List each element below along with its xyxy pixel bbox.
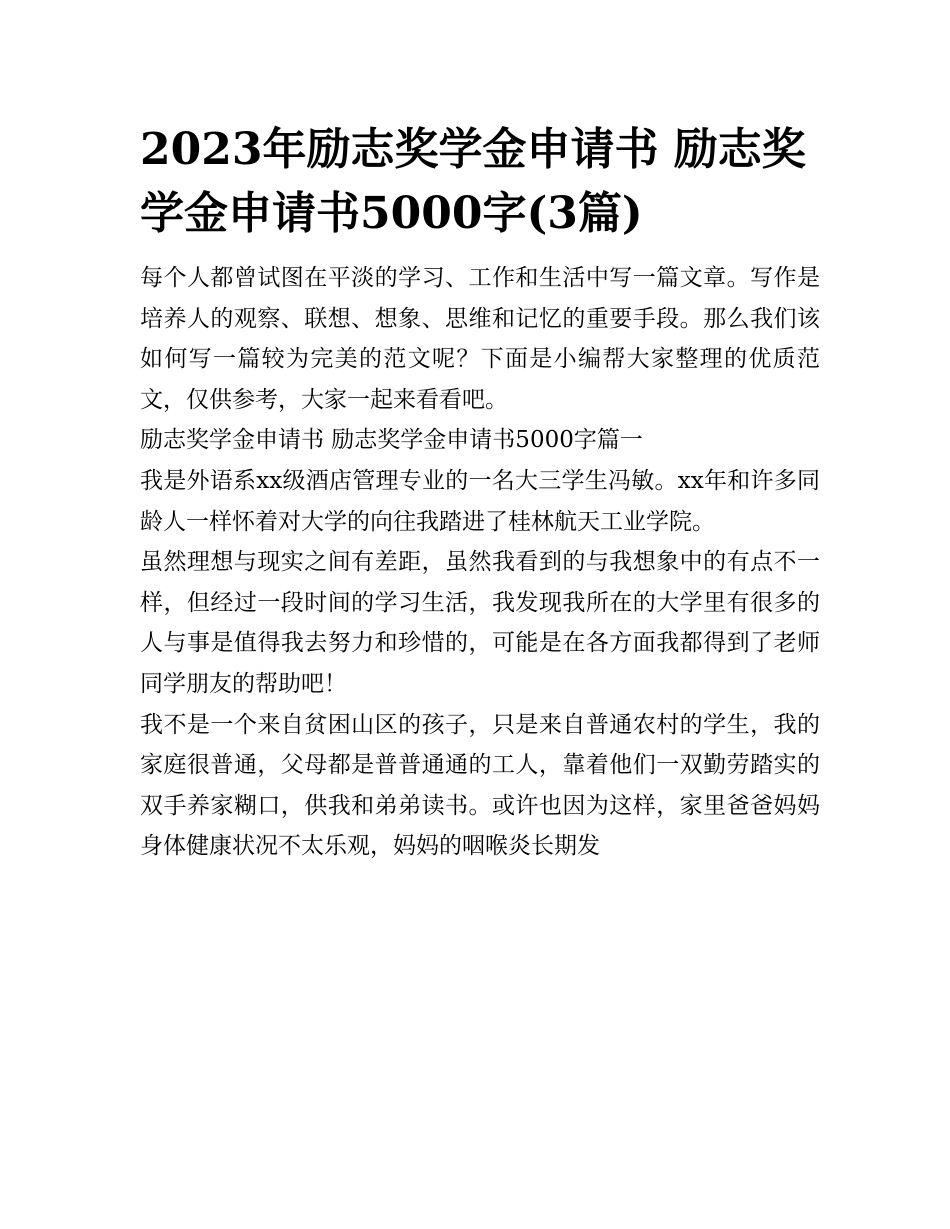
document-title: 2023年励志奖学金申请书 励志奖学金申请书5000字(3篇)	[140, 124, 806, 239]
paragraph-family: 我不是一个来自贫困山区的孩子，只是来自普通农村的学生，我的家庭很普通，父母都是普普通通的工人，靠着他们一双勤劳踏实的双手养家糊口，供我和弟弟读书。或许也因为这样，家里爸爸妈妈身体健康状况不太乐观，妈妈的咽喉炎长期发	[140, 711, 820, 860]
paragraph-intro: 每个人都曾试图在平淡的学习、工作和生活中写一篇文章。写作是培养人的观察、联想、想象、思维和记忆的重要手段。那么我们该如何写一篇较为完美的范文呢？下面是小编帮大家整理的优质范文，仅供参考，大家一起来看看吧。	[140, 265, 820, 413]
paragraph-self-intro: 我是外语系xx级酒店管理专业的一名大三学生冯敏。xx年和许多同龄人一样怀着对大学的向往我踏进了桂林航天工业学院。	[140, 467, 820, 535]
paragraph-university-life: 虽然理想与现实之间有差距，虽然我看到的与我想象中的有点不一样，但经过一段时间的学习生活，我发现我所在的大学里有很多的人与事是值得我去努力和珍惜的，可能是在各方面我都得到了老师同学朋友的帮助吧！	[140, 549, 820, 697]
document-body	[140, 118, 820, 867]
section-heading: 励志奖学金申请书 励志奖学金申请书5000字篇一	[140, 427, 643, 454]
